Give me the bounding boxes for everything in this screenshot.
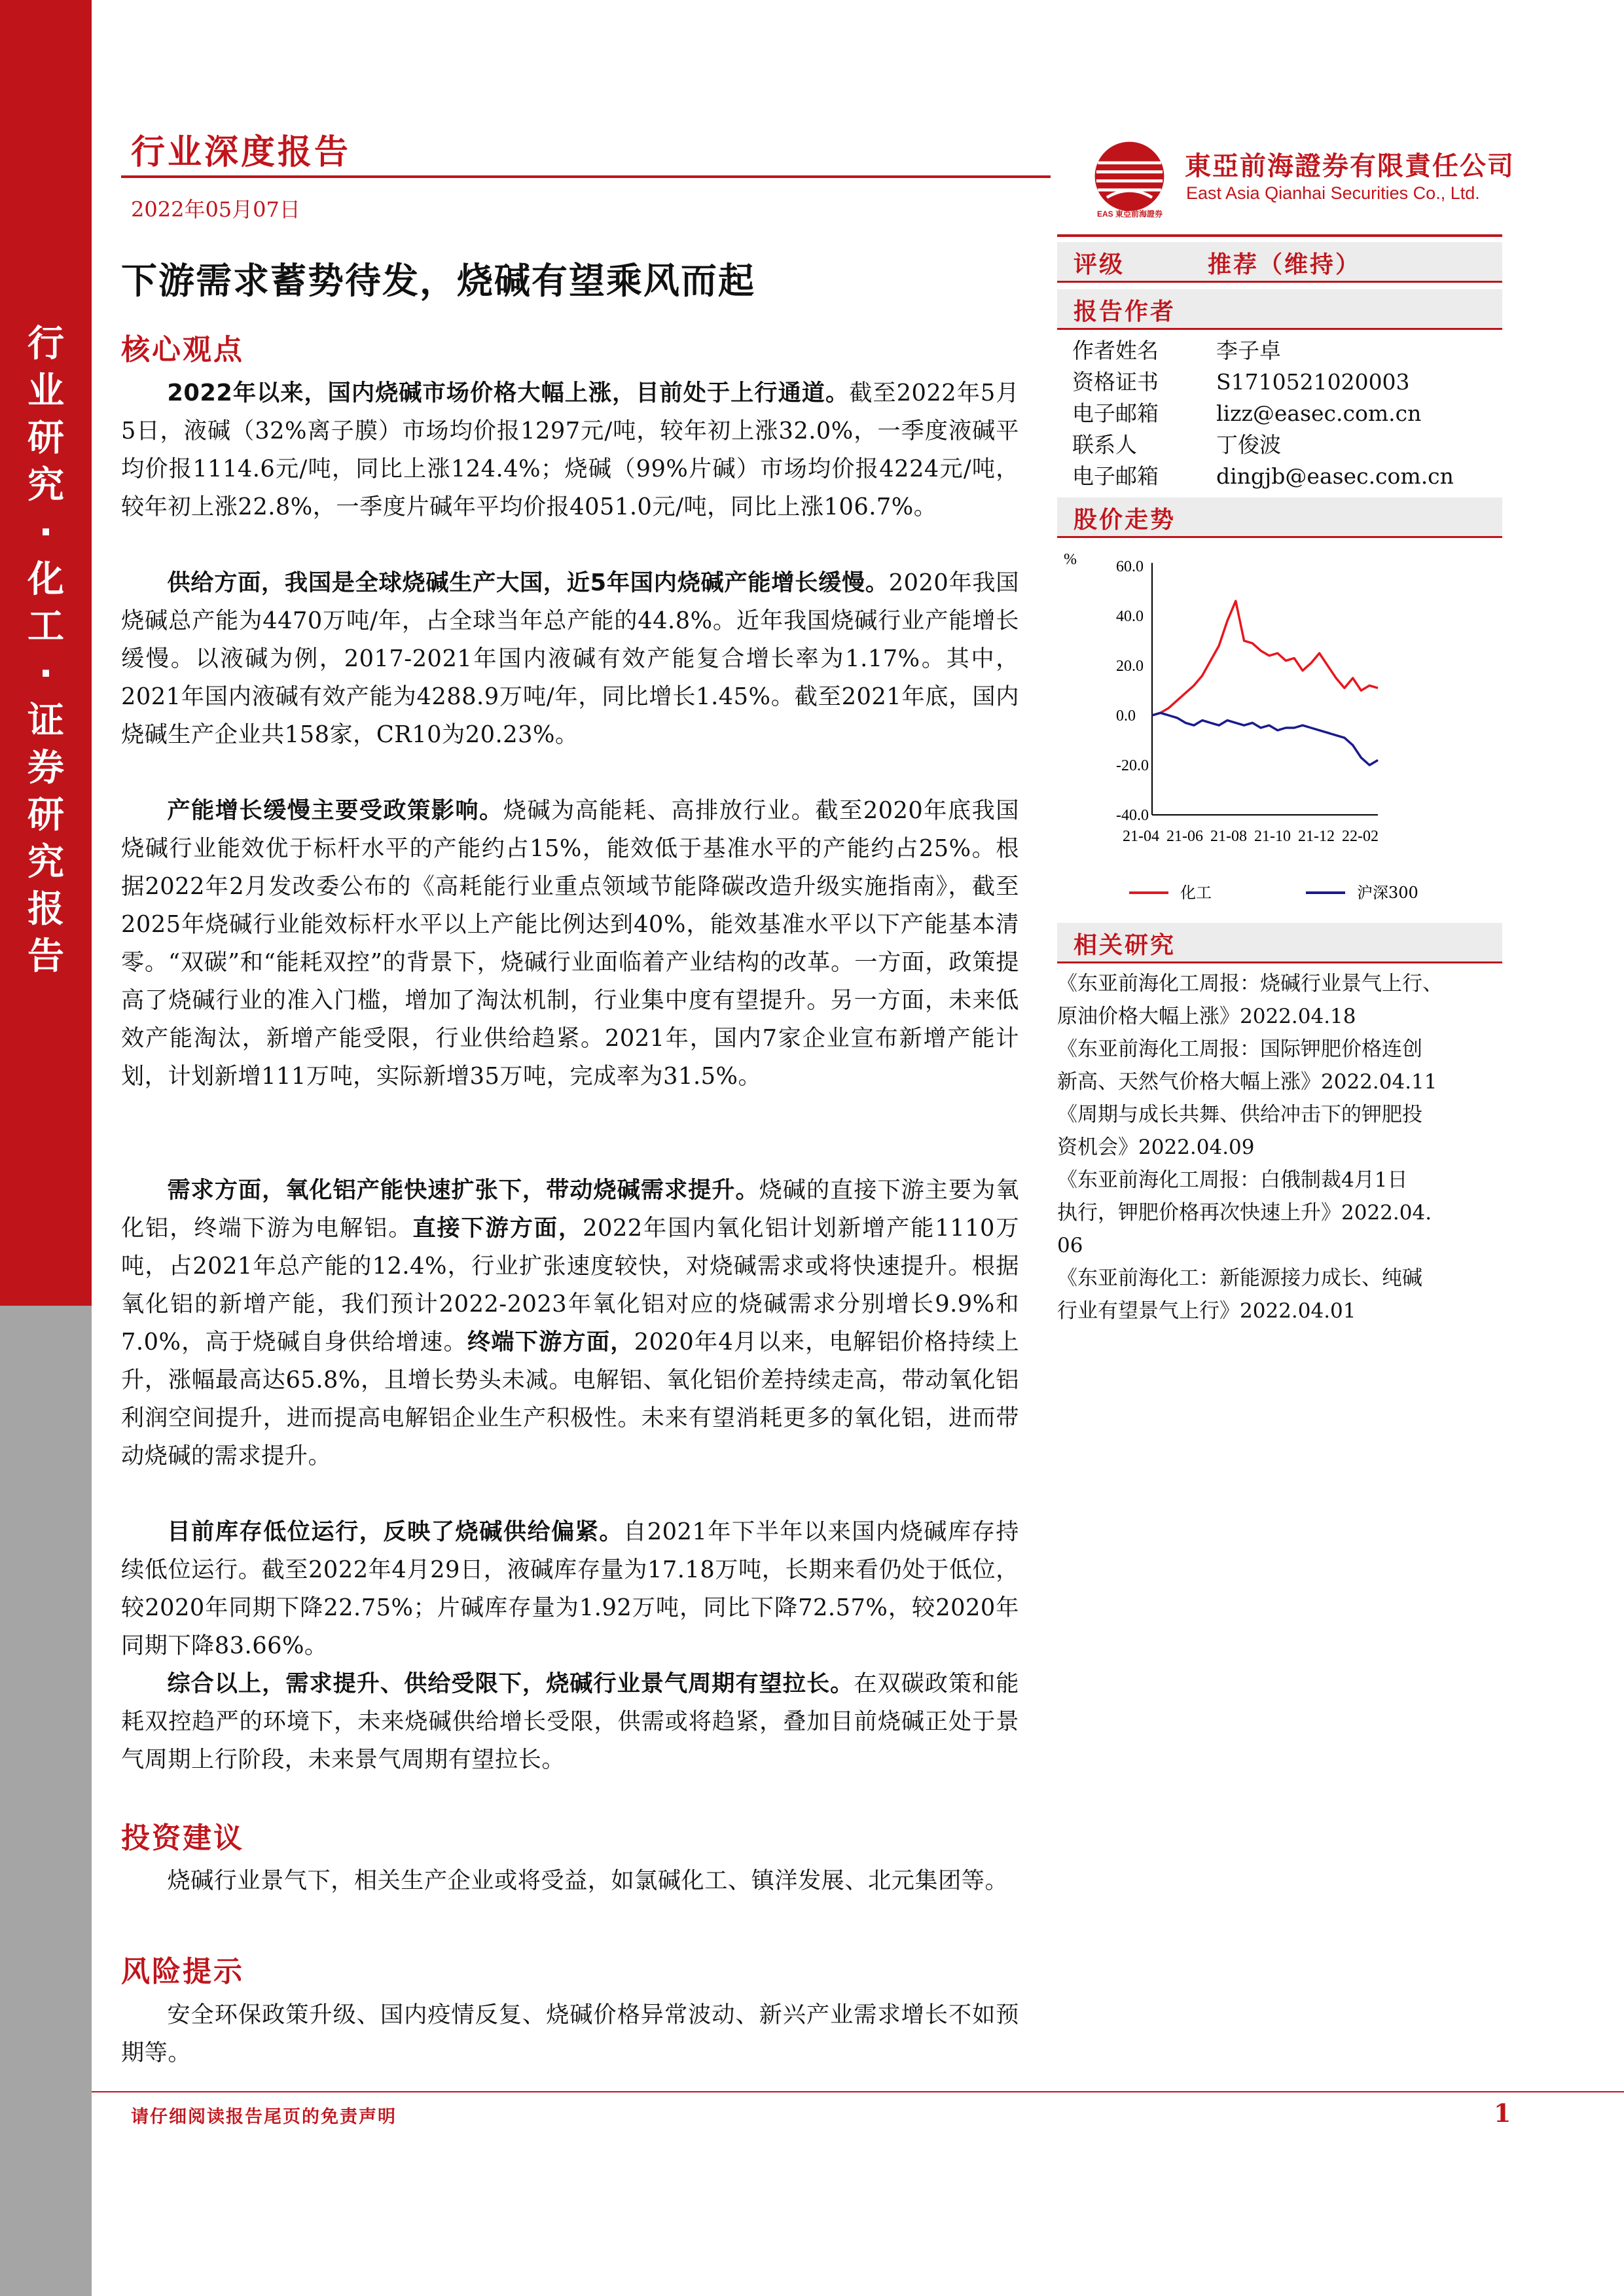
related-heading: 相关研究	[1074, 932, 1176, 959]
chart-ytick-label: 20.0	[1116, 658, 1144, 675]
author-row-label: 资格证书	[1072, 369, 1159, 395]
p4-bold-2: 直接下游方面，	[412, 1215, 583, 1242]
sidebar-char: 行	[27, 323, 64, 365]
p1-bold: 2022年以来，国内烧碱市场价格大幅上涨，目前处于上行通道。	[167, 380, 850, 406]
risk-text: 安全环保政策升级、国内疫情反复、烧碱价格异常波动、新兴产业需求增长不如预期等。	[121, 2001, 1019, 2066]
author-row-label: 电子邮箱	[1072, 463, 1159, 489]
core-paragraph-1	[121, 374, 1019, 526]
p5-bold: 目前库存低位运行，反映了烧碱供给偏紧。	[167, 1518, 624, 1545]
related-item[interactable]: 资机会》2022.04.09	[1057, 1136, 1255, 1159]
core-paragraph-6	[121, 1665, 1019, 1779]
sidebar-char: 工	[27, 605, 64, 648]
sidebar-char: 告	[27, 935, 64, 978]
related-item[interactable]: 《东亚前海化工：新能源接力成长、纯碱	[1057, 1266, 1422, 1290]
related-item[interactable]: 执行，钾肥价格再次快速上升》2022.04.	[1057, 1201, 1432, 1225]
rating-box	[1057, 242, 1502, 283]
author-row-value: 李子卓	[1216, 338, 1281, 363]
related-item[interactable]: 原油价格大幅上涨》2022.04.18	[1057, 1005, 1356, 1028]
related-underline	[1057, 961, 1502, 963]
page-title: 下游需求蓄势待发，烧碱有望乘风而起	[121, 260, 756, 302]
chart-xtick-label: 21-04	[1123, 828, 1159, 845]
sidebar-label	[25, 321, 67, 980]
chart-ytick-label: -40.0	[1116, 807, 1149, 824]
related-item[interactable]: 新高、天然气价格大幅上涨》2022.04.11	[1057, 1070, 1437, 1094]
p4-text-b: 2022年国内氧化铝计划新增产能1110万吨，占2021年总产能的12.4%，行业扩张速度较快，对烧碱需求或将快速提升。根据氧化铝的新增产能，我们预计2022-2023年氧化铝对应的烧碱需求分别增长9.9%和7.0%，高于烧碱自身供给增速。	[121, 1215, 1020, 1355]
sidebar-char: ·	[39, 511, 53, 554]
core-paragraph-5	[121, 1513, 1019, 1665]
series-line-chemical	[1152, 601, 1378, 715]
p2-text: 2020年我国烧碱总产能为4470万吨/年，占全球当年总产能的44.8%。近年我国烧碱行业产能增长缓慢。以液碱为例，2017-2021年国内液碱有效产能复合增长率为1.17%。其中，2021年国内液碱有效产能为4288.9万吨/年，同比增长1.45%。截至2021年底，国内烧碱生产企业共158家，CR10为20.23%。	[121, 569, 1019, 748]
related-item[interactable]: 《周期与成长共舞、供给冲击下的钾肥投	[1057, 1103, 1422, 1126]
chart-ytick-label: 40.0	[1116, 608, 1144, 625]
sidebar-char: 究	[27, 841, 64, 884]
author-row	[1072, 365, 1410, 396]
p3-text: 烧碱为高能耗、高排放行业。截至2020年底我国烧碱行业能效优于标杆水平的产能约占15%，能效低于基准水平的产能约占25%。根据2022年2月发改委公布的《高耗能行业重点领域节能降碳改造升级实施指南》，截至2025年烧碱行业能效标杆水平以上产能比例达到40%，能效基准水平以下产能基本清零。“双碳”和“能耗双控”的背景下，烧碱行业面临着产业结构的改革。一方面，政策提高了烧碱行业的准入门槛，增加了淘汰机制，行业集中度有望提升。另一方面，未来低效产能淘汰，新增产能受限，行业供给趋紧。2021年，国内7家企业宣布新增产能计划，计划新增111万吨，实际新增35万吨，完成率为31.5%。	[121, 797, 1019, 1090]
author-row-label: 电子邮箱	[1072, 401, 1159, 426]
footer-disclaimer[interactable]: 请仔细阅读报告尾页的免责声明	[131, 2107, 397, 2127]
authors-heading-box	[1057, 289, 1502, 330]
sidebar-char: 化	[27, 558, 64, 601]
core-paragraph-2	[121, 564, 1019, 754]
sidebar-char: 研	[27, 794, 64, 836]
sidebar-char: 券	[27, 747, 64, 789]
chart-xtick-label: 21-10	[1254, 828, 1291, 845]
related-heading-box	[1057, 923, 1502, 963]
p3-bold: 产能增长缓慢主要受政策影响。	[167, 797, 503, 824]
core-heading: 核心观点	[121, 333, 244, 367]
related-item[interactable]: 《东亚前海化工周报：烧碱行业景气上行、	[1057, 972, 1443, 996]
sidebar-char: 报	[27, 888, 64, 931]
p4-bold-3: 终端下游方面，	[467, 1329, 634, 1355]
stock-underline	[1057, 536, 1502, 538]
company-name-cn: 東亞前海證券有限責任公司	[1185, 151, 1515, 181]
core-paragraph-4	[121, 1172, 1019, 1475]
right-header-rule	[1057, 234, 1502, 237]
authors-heading: 报告作者	[1074, 298, 1176, 325]
chart-ytick-label: 60.0	[1116, 558, 1144, 575]
chart-ytick-label: -20.0	[1116, 757, 1149, 774]
rating-label: 评级	[1074, 251, 1125, 278]
sidebar	[0, 0, 92, 2296]
author-row	[1072, 459, 1454, 490]
chart-xtick-label: 21-12	[1298, 828, 1335, 845]
chart-xtick-label: 21-06	[1166, 828, 1203, 845]
p4-bold: 需求方面，氧化铝产能快速扩张下，带动烧碱需求提升。	[167, 1177, 759, 1204]
legend-label: 化工	[1180, 884, 1212, 902]
sidebar-char: ·	[39, 653, 53, 695]
invest-text: 烧碱行业景气下，相关生产企业或将受益，如氯碱化工、镇洋发展、北元集团等。	[167, 1867, 1009, 1894]
sidebar-char: 研	[27, 417, 64, 459]
chart-ylabel: %	[1064, 551, 1077, 568]
sidebar-char: 究	[27, 464, 64, 507]
related-item[interactable]: 行业有望景气上行》2022.04.01	[1057, 1299, 1356, 1323]
author-row	[1072, 428, 1281, 459]
author-row-label: 联系人	[1072, 432, 1137, 457]
author-row-label: 作者姓名	[1072, 338, 1159, 363]
chart-xtick-label: 22-02	[1342, 828, 1379, 845]
report-type: 行业深度报告	[131, 133, 352, 172]
logo-tag: EAS 東亞前海證券	[1097, 209, 1163, 219]
author-email-link[interactable]: dingjb@easec.com.cn	[1216, 463, 1454, 489]
authors-underline	[1057, 328, 1502, 330]
author-email-link[interactable]: lizz@easec.com.cn	[1216, 401, 1422, 426]
company-name-en: East Asia Qianhai Securities Co., Ltd.	[1186, 183, 1480, 203]
series-line-hs300	[1152, 713, 1378, 765]
rating-underline	[1057, 281, 1502, 283]
author-row	[1072, 397, 1421, 427]
stock-chart	[1057, 543, 1502, 910]
sidebar-char: 证	[27, 700, 64, 742]
related-item[interactable]: 06	[1057, 1234, 1083, 1257]
stock-heading: 股价走势	[1074, 507, 1176, 533]
report-date: 2022年05月07日	[131, 197, 300, 222]
rating-value: 推荐（维持）	[1208, 251, 1362, 278]
page-number: 1	[1494, 2098, 1511, 2128]
p4-text-c: 2020年4月以来，电解铝价格持续上升，涨幅最高达65.8%，且增长势头未减。电解铝、氧化铝价差持续走高，带动氧化铝利润空间提升，进而提高电解铝企业生产积极性。未来有望消耗更多的氧化铝，进而带动烧碱的需求提升。	[121, 1329, 1020, 1469]
author-row-value: S1710521020003	[1216, 369, 1410, 395]
author-row	[1072, 334, 1281, 365]
p6-text: 在双碳政策和能耗双控趋严的环境下，未来烧碱供给增长受限，供需或将趋紧，叠加目前烧碱正处于景气周期上行阶段，未来景气周期有望拉长。	[121, 1670, 1019, 1773]
related-item[interactable]: 《东亚前海化工周报：白俄制裁4月1日	[1057, 1168, 1408, 1192]
related-item[interactable]: 《东亚前海化工周报：国际钾肥价格连创	[1057, 1037, 1422, 1061]
invest-heading: 投资建议	[121, 1821, 244, 1855]
stock-heading-box	[1057, 497, 1502, 538]
p1-text: 截至2022年5月5日，液碱（32%离子膜）市场均价报1297元/吨，较年初上涨32.0%，一季度液碱平均价报1114.6元/吨，同比上涨124.4%；烧碱（99%片碱）市场均价报4224元/吨，较年初上涨22.8%，一季度片碱年平均价报4051.0元/吨，同比上涨106.7%。	[121, 380, 1020, 520]
core-paragraph-3	[121, 792, 1019, 1096]
legend-label: 沪深300	[1357, 884, 1418, 902]
p2-bold: 供给方面，我国是全球烧碱生产大国，近5年国内烧碱产能增长缓慢。	[167, 569, 889, 596]
p6-bold: 综合以上，需求提升、供给受限下，烧碱行业景气周期有望拉长。	[167, 1670, 854, 1697]
chart-ytick-label: 0.0	[1116, 708, 1136, 725]
company-logo-icon	[1092, 139, 1167, 214]
p5-text: 自2021年下半年以来国内烧碱库存持续低位运行。截至2022年4月29日，液碱库存量为17.18万吨，长期来看仍处于低位，较2020年同期下降22.75%；片碱库存量为1.92万吨，同比下降72.57%，较2020年同期下降83.66%。	[121, 1518, 1019, 1659]
author-row-value: 丁俊波	[1216, 432, 1281, 457]
risk-heading: 风险提示	[121, 1955, 244, 1988]
p4-text-a: 烧碱的直接下游主要为氧化铝，终端下游为电解铝。	[121, 1177, 1020, 1242]
footer-rule	[92, 2091, 1624, 2092]
chart-xtick-label: 21-08	[1210, 828, 1247, 845]
header-rule	[121, 175, 1051, 178]
sidebar-char: 业	[27, 370, 64, 412]
related-list	[1057, 967, 1509, 1327]
